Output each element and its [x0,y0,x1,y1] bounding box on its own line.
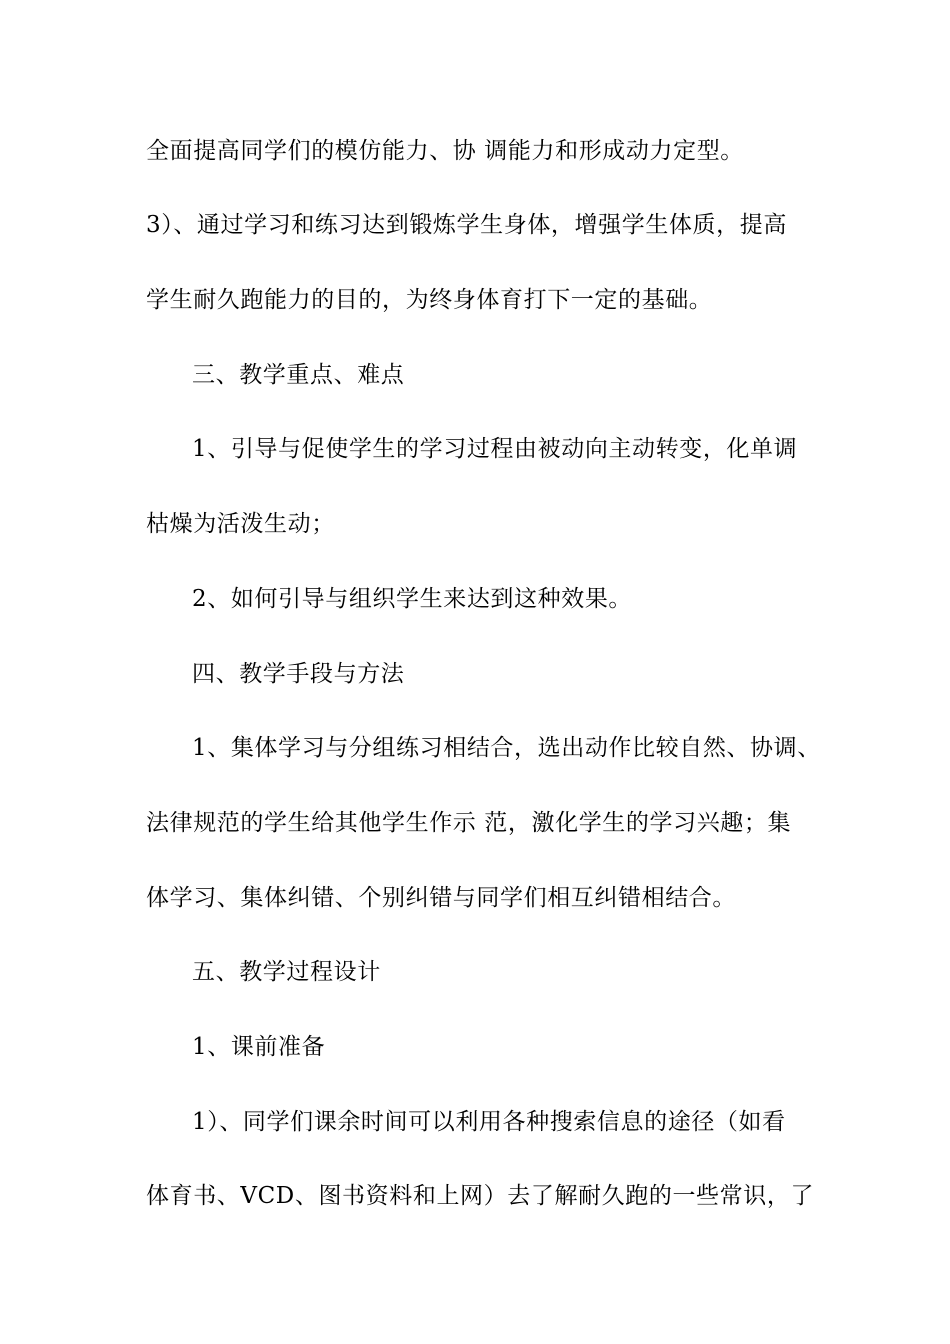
section-heading: 四、教学手段与方法 [192,661,405,687]
text-line: 1、引导与促使学生的学习过程由被动向主动转变，化单调 [192,436,798,462]
text-line: 枯燥为活泼生动； [146,511,335,537]
section-heading: 五、教学过程设计 [192,959,381,985]
text-line: 1、集体学习与分组练习相结合，选出动作比较自然、协调、 [192,735,821,761]
text-line: 学生耐久跑能力的目的，为终身体育打下一定的基础。 [146,287,713,313]
text-line: 3）、通过学习和练习达到锻炼学生身体，增强学生体质，提高 [146,212,787,238]
text-line: 1）、同学们课余时间可以利用各种搜索信息的途径（如看 [192,1109,786,1135]
text-line: 体学习、集体纠错、个别纠错与同学们相互纠错相结合。 [146,885,736,911]
section-heading: 三、教学重点、难点 [192,362,405,388]
text-line: 法律规范的学生给其他学生作示 范，激化学生的学习兴趣；集 [146,810,792,836]
subsection-heading: 1、课前准备 [192,1034,326,1060]
text-line: 2、如何引导与组织学生来达到这种效果。 [192,586,633,612]
text-line: 全面提高同学们的模仿能力、协 调能力和形成动力定型。 [146,138,744,164]
text-line: 体育书、VCD、图书资料和上网）去了解耐久跑的一些常识，了 [146,1183,815,1209]
